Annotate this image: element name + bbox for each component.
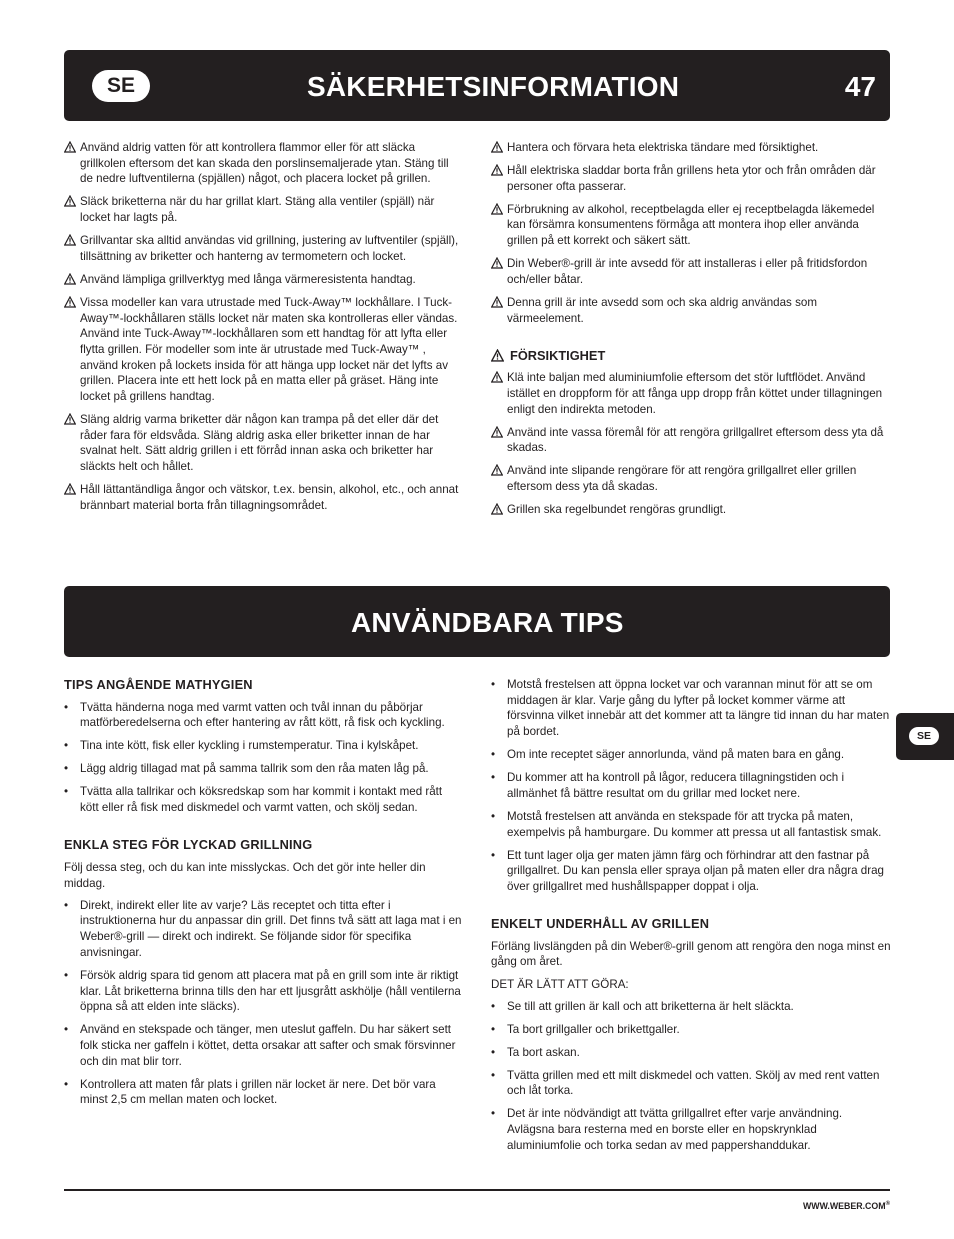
- warning-item: [491, 202, 891, 249]
- list-item-text: Använd en stekspade och tänger, men uteslut gaffeln. Du har säkert sett folk sticka ner gaffeln i köttet, detta orsakar att safter och smak försvinner och din mat blir torr.: [80, 1023, 456, 1068]
- caution-heading: [491, 348, 891, 364]
- spacer: [64, 823, 464, 837]
- caution-item: [491, 370, 891, 417]
- bullet-icon: •: [64, 762, 69, 776]
- steps-intro: Följ dessa steg, och du kan inte misslyckas. Och det gör inte heller din middag.: [64, 860, 426, 890]
- warning-triangle-icon: [491, 349, 504, 362]
- warning-text: Använd lämpliga grillverktyg med långa värmeresistenta handtag.: [80, 272, 416, 286]
- warning-item: [64, 412, 464, 475]
- list-item-text: Motstå frestelsen att öppna locket var och varannan minut för att se om middagen är klar. Varje gång du lyfter på locket kommer värme att försvinna vilket innebär att det kommer att ta längre tid innan du har maten på bordet.: [507, 678, 890, 739]
- list-item: [64, 1022, 464, 1069]
- list-item: [64, 738, 464, 754]
- warning-item: [64, 295, 464, 405]
- hygiene-heading: TIPS ANGÅENDE MATHYGIEN: [64, 677, 253, 692]
- list-item-text: Du kommer att ha kontroll på lågor, reducera tillagningstiden och i allmänhet få bättre resultat om du grillar med locket nere.: [507, 771, 845, 800]
- warning-text: Din Weber®-grill är inte avsedd för att installeras i eller på fritidsfordon och/eller båtar.: [507, 257, 868, 286]
- bullet-icon: •: [491, 748, 496, 762]
- bullet-icon: •: [491, 999, 496, 1013]
- list-item: [491, 1106, 891, 1153]
- warning-text: Denna grill är inte avsedd som och ska aldrig användas som värmeelement.: [507, 295, 817, 325]
- warning-triangle-icon: [64, 234, 76, 246]
- maintenance-subheading: DET ÄR LÄTT ATT GÖRA:: [491, 977, 629, 991]
- warning-text: Hantera och förvara heta elektriska tändare med försiktighet.: [507, 141, 819, 154]
- list-item-text: Lägg aldrig tillagad mat på samma tallrik som den råa maten låg på.: [80, 762, 429, 776]
- list-item: [491, 848, 891, 895]
- safety-left-column: [64, 140, 464, 521]
- list-item: [64, 784, 464, 815]
- warning-triangle-icon: [64, 296, 76, 308]
- bullet-icon: •: [491, 771, 496, 785]
- list-item-text: Försök aldrig spara tid genom att placera mat på en grill som inte är riktigt klar. Låt briketterna brinna tills den har ett ljusgrått askhölje (håll ventilerna öppna så att elden inte släcks).: [80, 968, 461, 1014]
- footer-url: [803, 1201, 890, 1211]
- caution-text: Klä inte baljan med aluminiumfolie eftersom det stör luftflödet. Använd istället en droppform för att fånga upp dropp från köttet under tillagningen enligt den indirekta metoden.: [507, 371, 883, 416]
- warning-text: Förbrukning av alkohol, receptbelagda eller ej receptbelagda läkemedel kan försämra konsumentens förmåga att montera ihop eller använda grillen på ett korrekt och säkert sätt.: [507, 202, 875, 248]
- list-item-text: Om inte receptet säger annorlunda, vänd på maten bara en gång.: [507, 748, 845, 762]
- list-item: [491, 770, 891, 801]
- list-item: [491, 1068, 891, 1099]
- warning-triangle-icon: [64, 273, 76, 285]
- warning-triangle-icon: [64, 141, 76, 153]
- list-item: [491, 809, 891, 840]
- warning-triangle-icon: [491, 426, 503, 438]
- list-item: [64, 700, 464, 731]
- tips-right-column: [491, 677, 891, 1161]
- list-item-text: Motstå frestelsen att använda en stekspade för att trycka på maten, exempelvis på hamburgare. Du kommer att pressa ut all fantastisk smak.: [507, 809, 882, 839]
- page-title: SÄKERHETSINFORMATION: [307, 71, 680, 102]
- warning-text: Vissa modeller kan vara utrustade med Tuck-Away™ lockhållare. I Tuck-Away™-lockhållaren ställs locket när maten ska kontrolleras eller vändas. Använd inte Tuck-Away™-lockhållaren som ett handtag för att lyfta eller flytta grillen. För modeller som inte är utrustade med Tuck-Away™ , använd kroken på lockets insida för att hänga upp locket när det lyfts av grillen. Placera inte ett hett lock på en matta eller på gräset. Häng inte locket på grillens handtag.: [80, 295, 458, 404]
- bullet-icon: •: [64, 700, 69, 714]
- caution-item: [491, 463, 891, 494]
- warning-triangle-icon: [491, 203, 503, 215]
- warning-item: [64, 140, 464, 187]
- spacer: [491, 902, 891, 916]
- warning-item: [491, 256, 891, 287]
- warning-triangle-icon: [64, 413, 76, 425]
- warning-text: Håll lättantändliga ångor och vätskor, t.ex. bensin, alkohol, etc., och annat brännbart material borta från tillagningsområdet.: [80, 483, 459, 512]
- list-item: [491, 677, 891, 740]
- maintenance-heading: ENKELT UNDERHÅLL AV GRILLEN: [491, 915, 710, 931]
- warning-item: [64, 233, 464, 264]
- bullet-icon: •: [491, 1022, 496, 1036]
- list-item: [64, 1077, 464, 1108]
- list-item-text: Tvätta grillen med ett milt diskmedel och vatten. Skölj av med rent vatten och låt torka.: [507, 1068, 880, 1098]
- page-number: 47: [844, 71, 876, 102]
- list-item: [491, 1045, 891, 1061]
- bullet-icon: •: [491, 848, 496, 862]
- list-item-text: Direkt, indirekt eller lite av varje? Läs receptet och titta efter i instruktionerna hur du anpassar din grill. Det finns två sätt att laga mat i en Weber®-grill — direkt och indirekt. Se följande sidor för specifika anvisningar.: [80, 898, 462, 959]
- caution-item: [491, 425, 891, 456]
- footer-divider: [64, 1189, 890, 1191]
- warning-triangle-icon: [491, 257, 503, 269]
- bullet-icon: •: [491, 1107, 496, 1121]
- warning-text: Använd aldrig vatten för att kontrollera flammor eller för att släcka grillkolen eftersom det kan skada den porslinsemaljerade ytan. Stäng till de nedre luftventilerna (spjällen) något, och placera locket på grillen.: [80, 141, 449, 186]
- warning-triangle-icon: [64, 195, 76, 207]
- caution-text: Använd inte slipande rengörare för att rengöra grillgallret eller grillen eftersom dess yta då skadas.: [507, 464, 857, 494]
- warning-triangle-icon: [491, 296, 503, 308]
- warning-item: [64, 482, 464, 513]
- bullet-icon: •: [64, 739, 69, 753]
- list-item-text: Tvätta händerna noga med varmt vatten och tvål innan du påbörjar matförberedelserna och efter hantering av rått kött, rå fisk och kyckling.: [80, 700, 445, 730]
- list-item: [64, 898, 464, 961]
- side-tab-label: SE: [909, 727, 939, 745]
- warning-text: Grillvantar ska alltid användas vid grillning, justering av luftventiler (spjäll), tillsättning av briketter och hanterng av termometern och locket.: [80, 234, 459, 263]
- list-item: [491, 999, 891, 1015]
- tips-left-column: [64, 677, 464, 1115]
- list-item-text: Ta bort grillgaller och brikettgaller.: [507, 1022, 680, 1036]
- bullet-icon: •: [64, 785, 69, 799]
- list-item: [491, 1022, 891, 1038]
- warning-text: Håll elektriska sladdar borta från grillens heta ytor och från områden där personer ofta passerar.: [507, 164, 876, 193]
- warning-text: Släng aldrig varma briketter där någon kan trampa på det eller där det råder fara för eldsvåda. Släng aldrig aska eller briketter innan de har svalnat helt. Sätt aldrig grillen i ett förråd innan aska och briketter har släckts helt och hållet.: [80, 413, 439, 474]
- warning-triangle-icon: [491, 464, 503, 476]
- list-item: [64, 968, 464, 1015]
- maintenance-intro: Förläng livslängden på din Weber®-grill genom att rengöra den noga minst en gång om året.: [491, 939, 891, 969]
- warning-triangle-icon: [491, 141, 503, 153]
- list-item: [64, 761, 464, 777]
- warning-triangle-icon: [491, 164, 503, 176]
- footer-url-text: WWW.WEBER.COM: [803, 1201, 886, 1211]
- steps-heading: ENKLA STEG FÖR LYCKAD GRILLNING: [64, 837, 313, 853]
- list-item-text: Tina inte kött, fisk eller kyckling i rumstemperatur. Tina i kylskåpet.: [80, 739, 419, 753]
- bullet-icon: •: [491, 678, 496, 691]
- warning-item: [64, 272, 464, 288]
- list-item-text: Tvätta alla tallrikar och köksredskap som har kommit i kontakt med rått kött eller rå fisk med diskmedel och varmt vatten, och skölj sedan.: [80, 785, 443, 815]
- warning-triangle-icon: [491, 503, 503, 515]
- warning-triangle-icon: [491, 371, 503, 383]
- bullet-icon: •: [64, 1023, 69, 1037]
- caution-heading-text: FÖRSIKTIGHET: [510, 347, 606, 363]
- bullet-icon: •: [491, 1068, 496, 1082]
- bullet-icon: •: [64, 898, 69, 912]
- list-item-text: Ta bort askan.: [507, 1045, 580, 1059]
- safety-right-column: [491, 140, 891, 525]
- section-header-safety: [64, 50, 890, 121]
- language-side-tab: [896, 713, 954, 760]
- warning-item: [491, 163, 891, 194]
- registered-mark: ®: [885, 1201, 890, 1208]
- warning-item: [64, 194, 464, 225]
- spacer: [491, 334, 891, 348]
- warning-item: [491, 295, 891, 326]
- warning-triangle-icon: [64, 483, 76, 495]
- list-item-text: Kontrollera att maten får plats i grillen när locket är nere. Det bör vara minst 2,5 cm mellan maten och locket.: [80, 1077, 436, 1107]
- warning-item: [491, 140, 891, 156]
- bullet-icon: •: [491, 809, 496, 823]
- warning-text: Släck briketterna när du har grillat klart. Stäng alla ventiler (spjäll) när locket har lagts på.: [80, 195, 435, 225]
- list-item: [491, 747, 891, 763]
- bullet-icon: •: [64, 1077, 69, 1091]
- bullet-icon: •: [64, 968, 69, 982]
- section-header-tips: [64, 586, 890, 657]
- caution-item: [491, 502, 891, 518]
- caution-text: Använd inte vassa föremål för att rengöra grillgallret eftersom dess yta då skadas.: [507, 425, 884, 455]
- list-item-text: Det är inte nödvändigt att tvätta grillgallret efter varje användning. Avlägsna bara resterna med en borste eller en hopskrynklad aluminiumfolie och torka sedan av med pappershanddukar.: [507, 1107, 843, 1152]
- language-badge: SE: [92, 70, 150, 102]
- bullet-icon: •: [491, 1045, 496, 1059]
- caution-text: Grillen ska regelbundet rengöras grundligt.: [507, 503, 727, 517]
- list-item-text: Se till att grillen är kall och att briketterna är helt släckta.: [507, 999, 794, 1013]
- tips-title: ANVÄNDBARA TIPS: [351, 607, 624, 638]
- list-item-text: Ett tunt lager olja ger maten jämn färg och förhindrar att den fastnar på grillgallret. Du kan pensla eller spraya oljan på maten eller dra några drag över grillgallret med hushållspapper doppat i olja.: [507, 848, 885, 893]
